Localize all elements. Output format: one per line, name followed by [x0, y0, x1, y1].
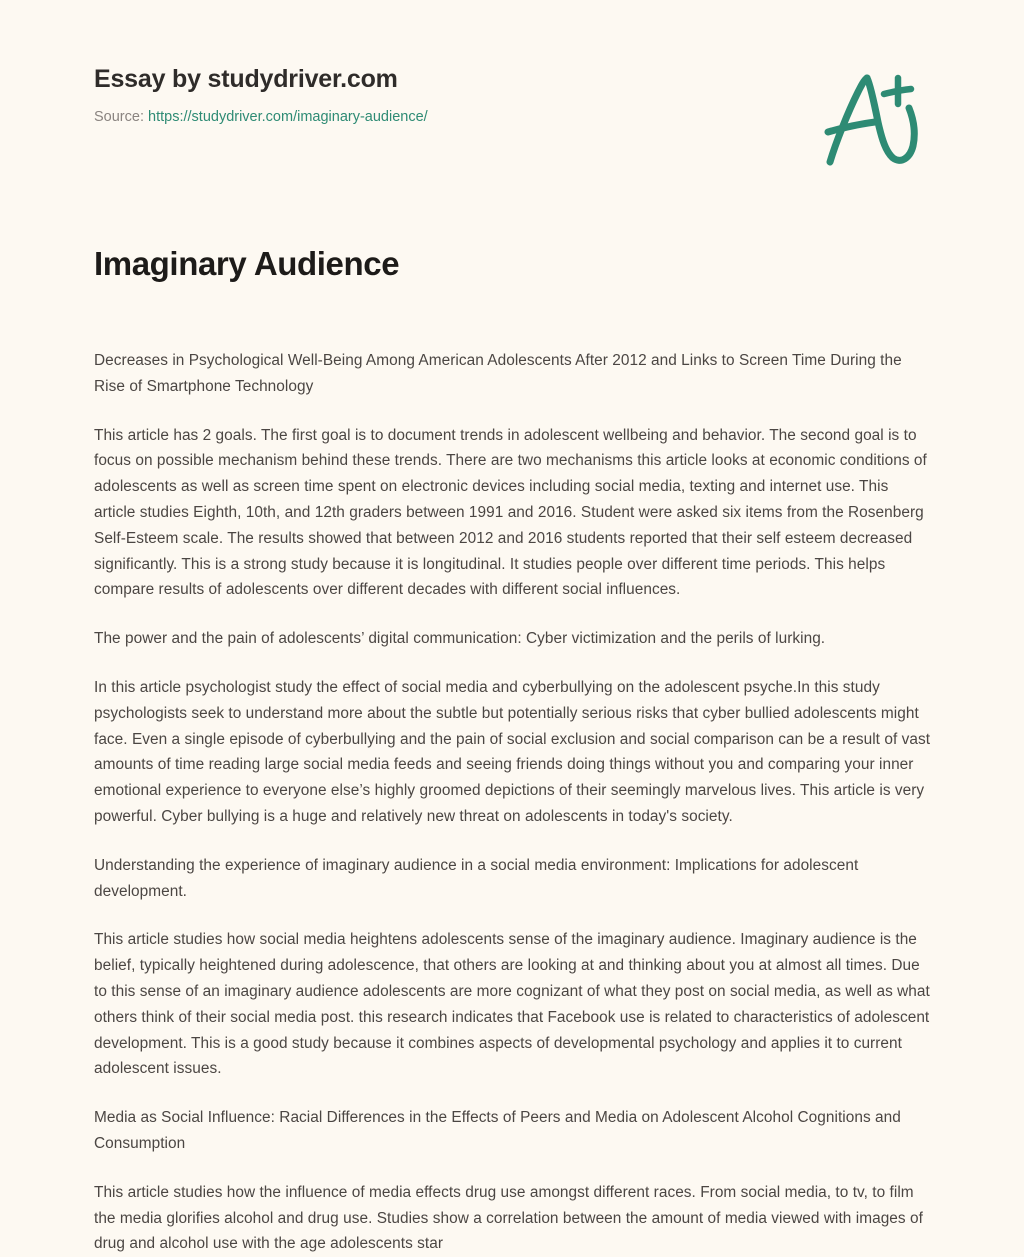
article-paragraph: This article studies how social media heightens adolescents sense of the imaginary audience. Imaginary audience is the belief, typically heightened during adolescence, that others are looking at and thinking about you at almost all times. Due to this sense of an imaginary audience adolescents are more cognizant of what they post on social media, as well as what others think of their social media post. this research indicates that Facebook use is related to characteristics of adolescent development. This is a good study because it combines aspects of developmental psychology and applies it to current adolescent issues.	[94, 931, 930, 1078]
brand-title: Essay by studydriver.com	[94, 65, 398, 93]
article-paragraph: Understanding the experience of imaginary audience in a social media environment: Implications for adolescent development.	[94, 856, 859, 900]
brand-block	[94, 64, 714, 127]
a-plus-logo-icon	[812, 66, 924, 170]
source-label: Source:	[94, 109, 144, 125]
article-paragraph: This article studies how the influence of media effects drug use amongst different races. From social media, to tv, to film the media glorifies alcohol and drug use. Studies show a correlation between the amount of media viewed with images of drug and alcohol use with the age adolescents star	[94, 1183, 923, 1253]
source-line	[94, 108, 714, 127]
article-paragraph: The power and the pain of adolescents’ digital communication: Cyber victimization and the perils of lurking.	[94, 630, 826, 648]
article-paragraph: In this article psychologist study the effect of social media and cyberbullying on the adolescent psyche.In this study psychologists seek to understand more about the subtle but potentially serious risks that cyber bullied adolescents might face. Even a single episode of cyberbullying and the pain of social exclusion and social comparison can be a result of vast amounts of time reading large social media feeds and seeing friends doing things without you and comparing your inner emotional experience to everyone else’s highly groomed depictions of their seemingly marvelous lives. This article is very powerful. Cyber bullying is a huge and relatively new threat on adolescents in today's society.	[94, 678, 931, 825]
page-title: Imaginary Audience	[94, 245, 400, 282]
page-header	[0, 0, 1024, 190]
article-paragraph: Decreases in Psychological Well-Being Among American Adolescents After 2012 and Links to Screen Time During the Rise of Smartphone Technology	[94, 352, 902, 395]
article-paragraph: This article has 2 goals. The first goal is to document trends in adolescent wellbeing and behavior. The second goal is to focus on possible mechanism behind these trends. There are two mechanisms this article looks at economic conditions of adolescents as well as screen time spent on electronic devices including social media, texting and internet use. This article studies Eighth, 10th, and 12th graders between 1991 and 2016. Student were asked six items from the Rosenberg Self-Esteem scale. The results showed that between 2012 and 2016 students reported that their self esteem decreased significantly. This is a strong study because it is longitudinal. It studies people over different time periods. This helps compare results of adolescents over different decades with different social influences.	[94, 426, 927, 599]
article-paragraph: Media as Social Influence: Racial Differences in the Effects of Peers and Media on Adolescent Alcohol Cognitions and Consumption	[94, 1109, 901, 1152]
source-url-link[interactable]: https://studydriver.com/imaginary-audience/	[148, 109, 428, 125]
article-body	[94, 348, 932, 1257]
